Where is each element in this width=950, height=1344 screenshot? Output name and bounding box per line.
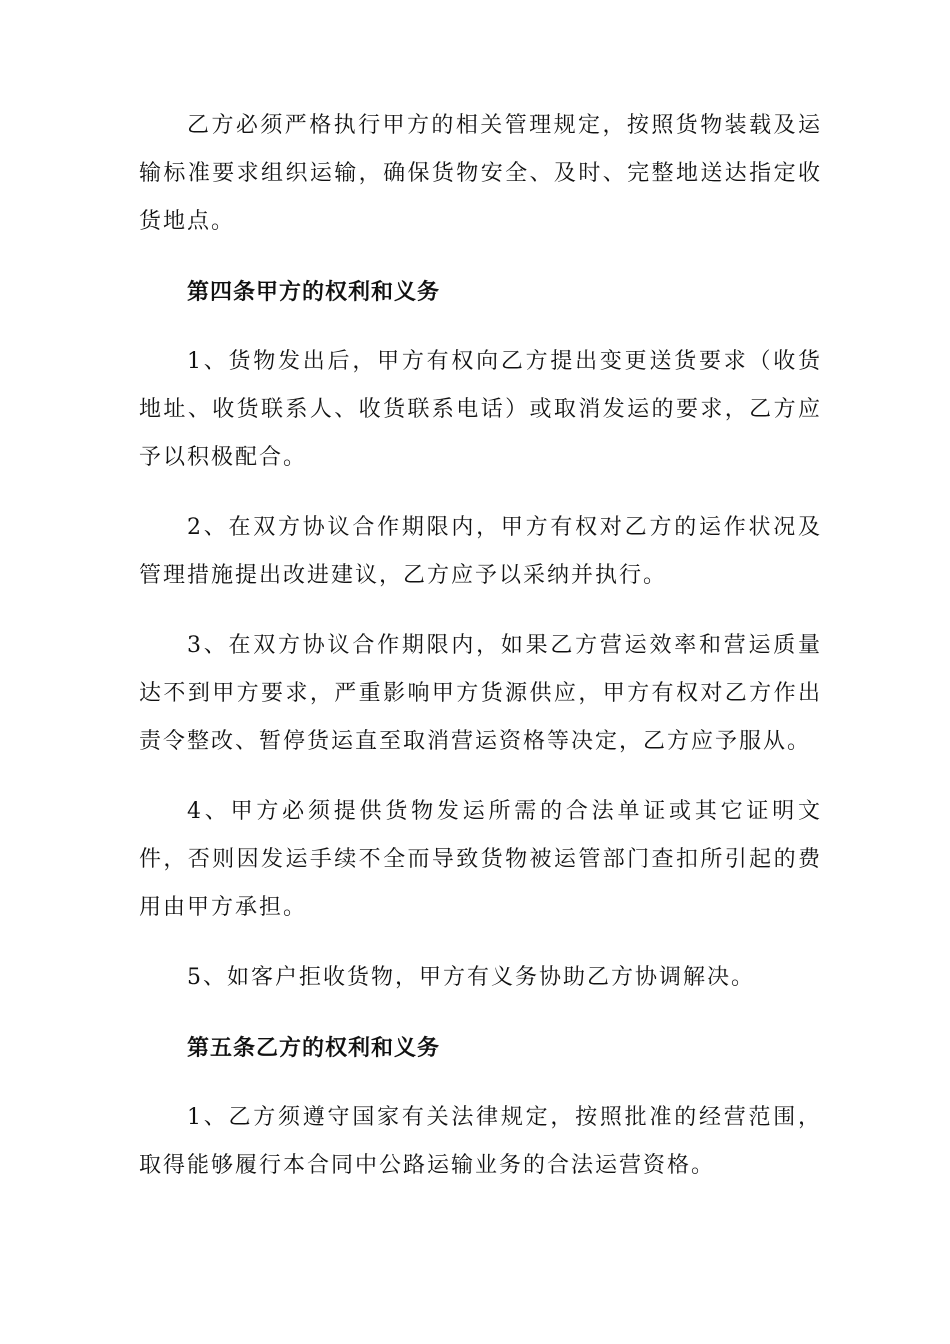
- section-4-item-3: 3、在双方协议合作期限内，如果乙方营运效率和营运质量达不到甲方要求，严重影响甲方货源供应，甲方有权对乙方作出责令整改、暂停货运直至取消营运资格等决定，乙方应予服从。: [139, 633, 822, 754]
- section-5-item-1: 1、乙方须遵守国家有关法律规定，按照批准的经营范围，取得能够履行本合同中公路运输业务的合法运营资格。: [139, 1105, 822, 1178]
- intro-paragraph: 乙方必须严格执行甲方的相关管理规定，按照货物装载及运输标准要求组织运输，确保货物安全、及时、完整地送达指定收货地点。: [139, 113, 822, 234]
- section-4-item-2: 2、在双方协议合作期限内，甲方有权对乙方的运作状况及管理措施提出改进建议，乙方应予以采纳并执行。: [139, 515, 822, 588]
- section-4-item-5: 5、如客户拒收货物，甲方有义务协助乙方协调解决。: [187, 965, 755, 990]
- document-page: [139, 102, 822, 1190]
- section-4-heading: 第四条甲方的权利和义务: [187, 279, 441, 305]
- section-4-item-4: 4、甲方必须提供货物发运所需的合法单证或其它证明文件，否则因发运手续不全而导致货物被运管部门查扣所引起的费用由甲方承担。: [139, 799, 822, 920]
- section-5-heading: 第五条乙方的权利和义务: [187, 1035, 441, 1061]
- section-4-item-1: 1、货物发出后，甲方有权向乙方提出变更送货要求（收货地址、收货联系人、收货联系电话）或取消发运的要求，乙方应予以积极配合。: [139, 349, 822, 470]
